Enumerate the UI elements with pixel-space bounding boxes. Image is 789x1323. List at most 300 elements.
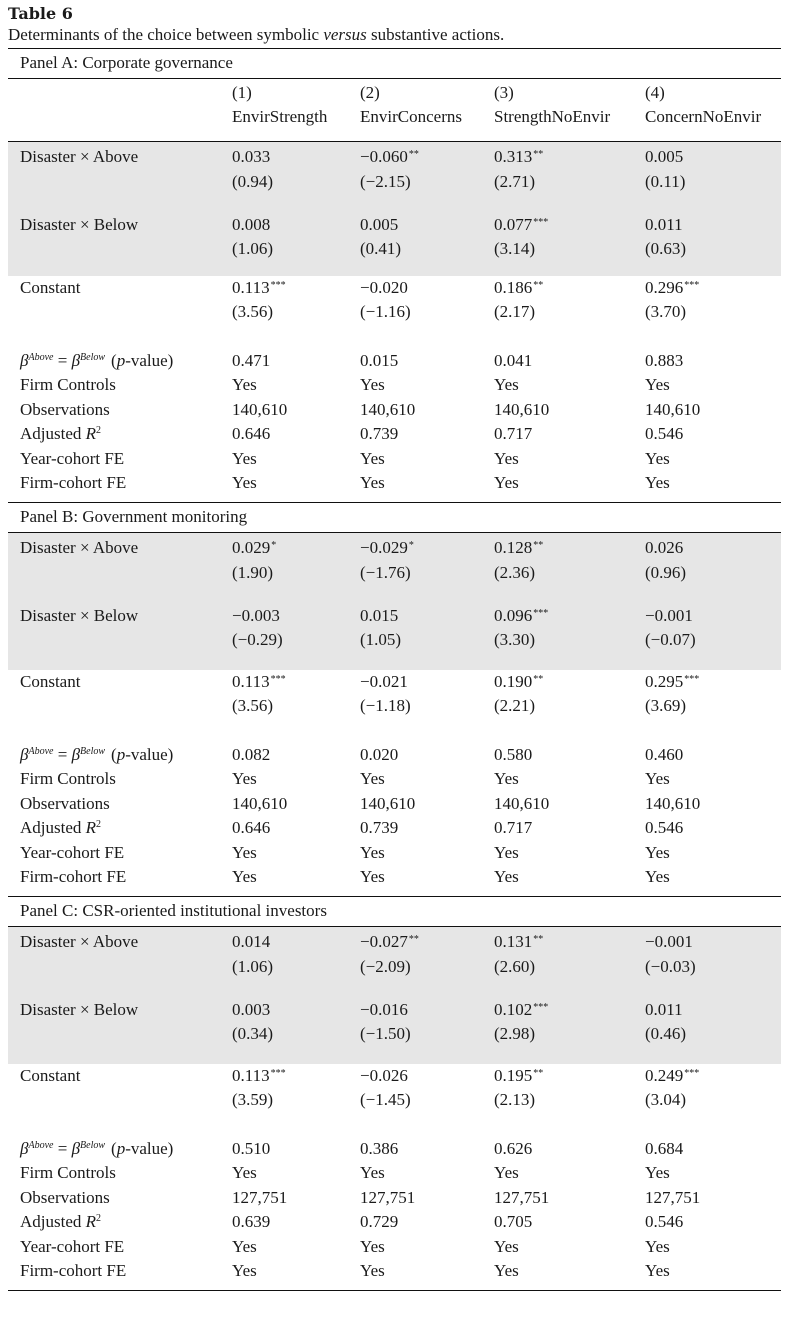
beta-suffix: ( [111,745,117,764]
coefficient-cell [232,536,276,560]
t-statistic-cell: (3.70) [645,302,687,321]
t-statistic-cell: (0.94) [232,172,274,191]
table-row [8,561,781,585]
caption-before: Determinants of the choice between symbolic [8,25,324,44]
t-statistic-cell: (3.04) [645,1090,687,1109]
coefficient-cell [494,998,548,1022]
beta-suffix-p: p [116,1139,126,1158]
t-statistic-cell: (2.36) [494,563,536,582]
coefficient-value: 0.102 [494,1000,533,1019]
coefficient-cell [494,145,543,169]
observations-cell: 127,751 [645,1188,701,1207]
observations-cell: 140,610 [494,400,550,419]
significance-stars: *** [270,280,286,291]
observations-cell: 140,610 [360,794,416,813]
coefficient-cell [360,536,414,560]
table-row [8,1088,781,1112]
t-statistic-cell: (2.21) [494,696,536,715]
firm-fe-cell: Yes [360,1261,385,1280]
coefficient-cell [360,930,419,954]
observations-cell: 140,610 [494,794,550,813]
column-name: EnvirConcerns [360,107,462,126]
adj-r2-cell: 0.546 [645,424,684,443]
column-header-row [8,79,781,141]
coefficient-value: 0.313 [494,147,533,166]
coefficient-cell [645,536,684,560]
t-statistic-cell: (−0.29) [232,630,283,649]
coefficient-cell [360,213,399,237]
table-row [8,767,781,791]
row-label-firm-controls: Firm Controls [20,769,116,788]
coefficient-cell [232,670,286,694]
significance-stars: *** [270,1068,286,1079]
coefficient-value: 0.014 [232,932,271,951]
firm-controls-cell: Yes [232,1163,257,1182]
significance-stars: *** [684,1068,700,1079]
beta-suffix: -value) [125,1139,174,1158]
firm-fe-cell: Yes [232,1261,257,1280]
coefficient-cell [645,213,684,237]
coefficient-cell [645,670,699,694]
coefficient-cell [494,213,548,237]
significance-stars: ** [533,1068,544,1079]
year-fe-cell: Yes [360,449,385,468]
year-fe-cell: Yes [494,1237,519,1256]
coefficient-cell [494,930,543,954]
coefficient-cell [494,536,543,560]
coefficient-cell [232,604,281,628]
table-row [8,865,781,889]
coefficient-value: −0.020 [360,278,408,297]
pvalue-cell: 0.883 [645,351,684,370]
coefficient-cell [645,145,684,169]
coefficient-value: −0.026 [360,1066,408,1085]
significance-stars: ** [533,674,544,685]
coefficient-cell [645,604,694,628]
table-row [8,213,781,237]
adj-r2-cell: 0.739 [360,818,399,837]
coefficient-cell [360,998,409,1022]
panel-label: Panel C: CSR-oriented institutional investors [20,901,327,920]
t-statistic-cell: (2.60) [494,957,536,976]
coefficient-cell [494,604,548,628]
adj-r2-cell: 0.546 [645,818,684,837]
coefficient-value: −0.060 [360,147,408,166]
row-label-above: Disaster × Above [20,538,139,557]
r-squared-exponent: 2 [96,1213,102,1224]
firm-controls-cell: Yes [494,1163,519,1182]
t-statistic-cell: (−1.45) [360,1090,411,1109]
table-row [8,955,781,979]
pvalue-cell: 0.684 [645,1139,684,1158]
pvalue-cell: 0.580 [494,745,533,764]
table-row [8,1186,781,1210]
table-row [8,792,781,816]
table-row [8,816,781,840]
r-symbol: R [81,424,97,443]
beta-suffix: -value) [125,745,174,764]
beta-symbol: β [20,745,29,764]
table-row [8,349,781,373]
t-statistic-cell: (2.98) [494,1024,536,1043]
row-label-year-fe: Year-cohort FE [20,1237,125,1256]
table-row [8,398,781,422]
year-fe-cell: Yes [494,843,519,862]
significance-stars: ** [533,149,544,160]
coefficient-cell [232,213,271,237]
t-statistic-cell: (−2.09) [360,957,411,976]
pvalue-cell: 0.386 [360,1139,399,1158]
coefficient-cell [494,276,543,300]
beta-superscript: Above [28,352,54,363]
t-statistic-cell: (0.46) [645,1024,687,1043]
beta-equality-label [20,1137,173,1161]
pvalue-cell: 0.471 [232,351,271,370]
t-statistic-cell: (3.56) [232,696,274,715]
row-label-observations: Observations [20,794,110,813]
year-fe-cell: Yes [232,449,257,468]
t-statistic-cell: (0.34) [232,1024,274,1043]
significance-stars: ** [408,149,419,160]
coefficient-cell [645,276,699,300]
coefficient-cell [494,670,543,694]
table-row [8,276,781,300]
beta-suffix: ( [111,351,117,370]
t-statistic-cell: (2.13) [494,1090,536,1109]
table-row [8,628,781,652]
t-statistic-cell: (3.69) [645,696,687,715]
firm-controls-cell: Yes [494,375,519,394]
coefficient-cell [494,1064,543,1088]
beta-superscript: Below [80,746,106,757]
pvalue-cell: 0.082 [232,745,271,764]
table-row [8,373,781,397]
column-number: (4) [645,83,665,102]
observations-cell: 140,610 [360,400,416,419]
table-row [8,1137,781,1161]
beta-suffix-p: p [116,351,126,370]
statistics-block [8,276,781,502]
coefficient-cell [645,998,684,1022]
observations-cell: 140,610 [645,794,701,813]
t-statistic-cell: (0.63) [645,239,687,258]
column-number: (2) [360,83,380,102]
firm-controls-cell: Yes [494,769,519,788]
t-statistic-cell: (0.41) [360,239,402,258]
coefficient-value: 0.003 [232,1000,271,1019]
row-label-below: Disaster × Below [20,606,139,625]
table-row [8,1022,781,1046]
firm-controls-cell: Yes [360,1163,385,1182]
coefficient-value: 0.011 [645,215,683,234]
coefficient-cell [232,276,286,300]
coefficient-value: 0.113 [232,278,270,297]
table-caption [8,24,781,48]
coefficient-cell [360,1064,409,1088]
year-fe-cell: Yes [494,449,519,468]
r-symbol: R [81,818,97,837]
row-label-below: Disaster × Below [20,215,139,234]
beta-suffix: -value) [125,351,174,370]
pvalue-cell: 0.460 [645,745,684,764]
caption-italic: versus [323,25,367,44]
adj-r2-cell: 0.739 [360,424,399,443]
table-row [8,170,781,194]
observations-cell: 127,751 [494,1188,550,1207]
coefficient-cell [360,276,409,300]
adjusted-r2-label [20,422,101,446]
significance-stars: *** [533,1002,549,1013]
adj-r2-cell: 0.546 [645,1212,684,1231]
t-statistic-cell: (0.11) [645,172,686,191]
firm-fe-cell: Yes [232,473,257,492]
observations-cell: 140,610 [645,400,701,419]
row-label-above: Disaster × Above [20,932,139,951]
coefficient-value: 0.249 [645,1066,684,1085]
table-row [8,471,781,495]
table-row [8,145,781,169]
coefficient-value: 0.011 [645,1000,683,1019]
row-label-year-fe: Year-cohort FE [20,843,125,862]
firm-controls-cell: Yes [645,1163,670,1182]
coefficient-value: 0.113 [232,1066,270,1085]
table-row [8,300,781,324]
coefficient-cell [360,670,409,694]
t-statistic-cell: (3.14) [494,239,536,258]
coefficient-value: 0.077 [494,215,533,234]
t-statistic-cell: (2.71) [494,172,536,191]
beta-symbol: β [71,745,81,764]
adj-r2-cell: 0.705 [494,1212,533,1231]
coefficient-value: 0.131 [494,932,533,951]
coefficient-cell [232,1064,286,1088]
table-row [8,536,781,560]
observations-cell: 127,751 [232,1188,288,1207]
beta-equality-label [20,743,173,767]
coefficient-value: 0.186 [494,278,533,297]
coefficient-value: −0.003 [232,606,280,625]
pvalue-cell: 0.041 [494,351,533,370]
significance-stars: *** [684,674,700,685]
significance-stars: ** [533,540,544,551]
firm-fe-cell: Yes [494,473,519,492]
equals-sign: = [53,745,72,764]
row-label-constant: Constant [20,1066,81,1085]
row-label-year-fe: Year-cohort FE [20,449,125,468]
firm-fe-cell: Yes [360,473,385,492]
table-row [8,841,781,865]
equals-sign: = [53,1139,72,1158]
adjusted-r2-label [20,816,101,840]
year-fe-cell: Yes [645,1237,670,1256]
beta-superscript: Below [80,352,106,363]
coefficient-value: −0.001 [645,932,693,951]
coefficient-value: 0.005 [360,215,399,234]
firm-fe-cell: Yes [645,473,670,492]
beta-suffix: ( [111,1139,117,1158]
table-row [8,998,781,1022]
pvalue-cell: 0.510 [232,1139,271,1158]
pvalue-cell: 0.020 [360,745,399,764]
beta-superscript: Above [28,746,54,757]
observations-cell: 140,610 [232,400,288,419]
statistics-block [8,670,781,896]
beta-superscript: Below [80,1140,106,1151]
significance-stars: *** [533,217,549,228]
t-statistic-cell: (−1.16) [360,302,411,321]
coefficient-cell [645,930,694,954]
coefficient-value: 0.008 [232,215,271,234]
row-label-constant: Constant [20,672,81,691]
adj-r2-cell: 0.646 [232,424,271,443]
firm-fe-cell: Yes [494,867,519,886]
t-statistic-cell: (3.56) [232,302,274,321]
year-fe-cell: Yes [232,1237,257,1256]
table-row [8,1259,781,1283]
panel-label: Panel B: Government monitoring [20,507,248,526]
table-row [8,1235,781,1259]
firm-controls-cell: Yes [360,769,385,788]
t-statistic-cell: (1.90) [232,563,274,582]
year-fe-cell: Yes [360,843,385,862]
firm-controls-cell: Yes [645,375,670,394]
row-label-firm-controls: Firm Controls [20,1163,116,1182]
coefficient-value: 0.033 [232,147,271,166]
table-row [8,604,781,628]
row-label-constant: Constant [20,278,81,297]
firm-fe-cell: Yes [360,867,385,886]
coefficient-value: 0.190 [494,672,533,691]
t-statistic-cell: (−1.50) [360,1024,411,1043]
coefficient-value: 0.005 [645,147,684,166]
coefficient-cell [360,604,399,628]
coefficient-value: 0.195 [494,1066,533,1085]
significance-stars: * [271,540,277,551]
row-label-below: Disaster × Below [20,1000,139,1019]
table-page [8,4,781,1291]
beta-symbol: β [20,1139,29,1158]
t-statistic-cell: (1.05) [360,630,402,649]
coefficient-cell [360,145,419,169]
table-rule [8,1290,781,1291]
significance-stars: ** [533,934,544,945]
coefficient-value: 0.096 [494,606,533,625]
coefficient-cell [645,1064,699,1088]
r-squared-exponent: 2 [96,425,102,436]
t-statistic-cell: (2.17) [494,302,536,321]
row-label-firm-fe: Firm-cohort FE [20,867,127,886]
row-label-firm-fe: Firm-cohort FE [20,473,127,492]
observations-cell: 127,751 [360,1188,416,1207]
row-label-firm-fe: Firm-cohort FE [20,1261,127,1280]
significance-stars: *** [270,674,286,685]
table-row [8,1161,781,1185]
coefficient-value: −0.001 [645,606,693,625]
year-fe-cell: Yes [232,843,257,862]
adjusted-r2-label [20,1210,101,1234]
t-statistic-cell: (0.96) [645,563,687,582]
beta-symbol: β [71,1139,81,1158]
interaction-block [8,142,781,276]
adjusted-text: Adjusted [20,818,82,837]
firm-controls-cell: Yes [645,769,670,788]
table-row [8,1064,781,1088]
firm-fe-cell: Yes [232,867,257,886]
table-row [8,1210,781,1234]
coefficient-value: 0.128 [494,538,533,557]
t-statistic-cell: (−0.07) [645,630,696,649]
significance-stars: ** [533,280,544,291]
coefficient-value: 0.026 [645,538,684,557]
table-row [8,447,781,471]
interaction-block [8,533,781,670]
panel-label: Panel A: Corporate governance [20,53,233,72]
coefficient-cell [232,998,271,1022]
coefficient-cell [232,145,271,169]
coefficient-cell [232,930,271,954]
observations-cell: 140,610 [232,794,288,813]
statistics-block [8,1064,781,1290]
row-label-firm-controls: Firm Controls [20,375,116,394]
adjusted-text: Adjusted [20,424,82,443]
t-statistic-cell: (−2.15) [360,172,411,191]
coefficient-value: 0.295 [645,672,684,691]
coefficient-value: −0.029 [360,538,408,557]
t-statistic-cell: (1.06) [232,957,274,976]
adj-r2-cell: 0.717 [494,818,533,837]
coefficient-value: −0.027 [360,932,408,951]
column-number: (3) [494,83,514,102]
t-statistic-cell: (−1.18) [360,696,411,715]
interaction-block [8,927,781,1064]
beta-suffix-p: p [116,745,126,764]
table-row [8,930,781,954]
adjusted-text: Adjusted [20,1212,82,1231]
adj-r2-cell: 0.717 [494,424,533,443]
column-name: StrengthNoEnvir [494,107,611,126]
beta-superscript: Above [28,1140,54,1151]
equals-sign: = [53,351,72,370]
firm-fe-cell: Yes [645,867,670,886]
regression-table [8,48,781,1291]
column-name: ConcernNoEnvir [645,107,762,126]
table-row [8,694,781,718]
t-statistic-cell: (3.59) [232,1090,274,1109]
adj-r2-cell: 0.646 [232,818,271,837]
coefficient-value: −0.021 [360,672,408,691]
column-number: (1) [232,83,252,102]
beta-symbol: β [71,351,81,370]
r-squared-exponent: 2 [96,819,102,830]
t-statistic-cell: (−1.76) [360,563,411,582]
significance-stars: * [408,540,414,551]
row-label-above: Disaster × Above [20,147,139,166]
pvalue-cell: 0.626 [494,1139,533,1158]
table-row [8,670,781,694]
table-row [8,422,781,446]
year-fe-cell: Yes [645,449,670,468]
adj-r2-cell: 0.729 [360,1212,399,1231]
beta-equality-label [20,349,173,373]
r-symbol: R [81,1212,97,1231]
coefficient-value: 0.015 [360,606,399,625]
coefficient-value: 0.296 [645,278,684,297]
row-label-observations: Observations [20,1188,110,1207]
coefficient-value: 0.113 [232,672,270,691]
adj-r2-cell: 0.639 [232,1212,271,1231]
significance-stars: *** [533,608,549,619]
year-fe-cell: Yes [360,1237,385,1256]
